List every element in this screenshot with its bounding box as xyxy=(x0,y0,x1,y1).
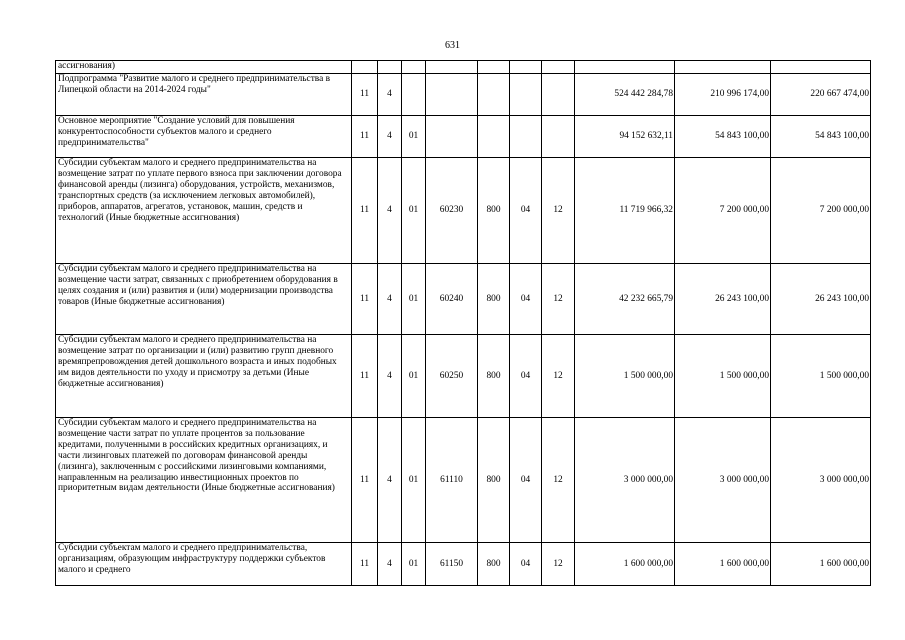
expense-type-cell xyxy=(478,116,510,158)
direction-code-cell xyxy=(426,74,478,116)
row-name-cell: Субсидии субъектам малого и среднего предпринимательства на возмещение затрат по организации и (или) развитию групп дневного времяпрепровождения детей дошкольного возраста и иных подобных им видов деятельности по уходу и присмотру за детьми (Иные бюджетные ассигнования) xyxy=(56,335,352,418)
section-cell: 04 xyxy=(510,158,542,264)
activity-code-cell: 01 xyxy=(402,158,426,264)
amount-year3-cell: 7 200 000,00 xyxy=(771,158,871,264)
amount-year1-cell: 524 442 284,78 xyxy=(575,74,675,116)
budget-table xyxy=(55,60,871,586)
program-code-cell: 11 xyxy=(352,158,378,264)
amount-year3-cell xyxy=(771,61,871,74)
subsection-cell: 12 xyxy=(542,418,575,543)
amount-year1-cell: 94 152 632,11 xyxy=(575,116,675,158)
subprogram-code-cell: 4 xyxy=(378,74,402,116)
amount-year2-cell: 1 500 000,00 xyxy=(675,335,771,418)
subsection-cell xyxy=(542,116,575,158)
section-cell: 04 xyxy=(510,543,542,586)
row-name-cell: Субсидии субъектам малого и среднего предпринимательства на возмещение затрат по уплате первого взноса при заключении договора финансовой аренды (лизинга) оборудования, устройств, механизмов, транспортных средств (за исключением легковых автомобилей), приборов, аппаратов, агрегатов, установок, машин, средств и технологий (Иные бюджетные ассигнования) xyxy=(56,158,352,264)
section-cell xyxy=(510,116,542,158)
activity-code-cell: 01 xyxy=(402,116,426,158)
row-name-cell: Субсидии субъектам малого и среднего предпринимательства на возмещение части затрат, связанных с приобретением оборудования в целях создания и (или) развития и (или) модернизации производства товаров (Иные бюджетные ассигнования) xyxy=(56,264,352,335)
amount-year3-cell: 1 500 000,00 xyxy=(771,335,871,418)
amount-year1-cell: 42 232 665,79 xyxy=(575,264,675,335)
table-row xyxy=(56,335,871,418)
expense-type-cell: 800 xyxy=(478,543,510,586)
subprogram-code-cell: 4 xyxy=(378,418,402,543)
amount-year1-cell: 1 600 000,00 xyxy=(575,543,675,586)
section-cell xyxy=(510,61,542,74)
table-row xyxy=(56,61,871,74)
subsection-cell xyxy=(542,74,575,116)
activity-code-cell: 01 xyxy=(402,335,426,418)
expense-type-cell: 800 xyxy=(478,264,510,335)
amount-year1-cell: 1 500 000,00 xyxy=(575,335,675,418)
direction-code-cell xyxy=(426,61,478,74)
amount-year2-cell: 7 200 000,00 xyxy=(675,158,771,264)
table-row xyxy=(56,74,871,116)
amount-year3-cell: 220 667 474,00 xyxy=(771,74,871,116)
direction-code-cell: 61150 xyxy=(426,543,478,586)
subprogram-code-cell: 4 xyxy=(378,543,402,586)
expense-type-cell: 800 xyxy=(478,158,510,264)
amount-year3-cell: 54 843 100,00 xyxy=(771,116,871,158)
subsection-cell xyxy=(542,61,575,74)
activity-code-cell xyxy=(402,61,426,74)
program-code-cell: 11 xyxy=(352,418,378,543)
subsection-cell: 12 xyxy=(542,543,575,586)
subprogram-code-cell: 4 xyxy=(378,116,402,158)
row-name-cell: Основное мероприятие "Создание условий для повышения конкурентоспособности субъектов малого и среднего предпринимательства" xyxy=(56,116,352,158)
table-row xyxy=(56,418,871,543)
amount-year2-cell: 26 243 100,00 xyxy=(675,264,771,335)
activity-code-cell: 01 xyxy=(402,543,426,586)
subprogram-code-cell: 4 xyxy=(378,158,402,264)
row-name-cell: Подпрограмма "Развитие малого и среднего предпринимательства в Липецкой области на 2014-2024 годы" xyxy=(56,74,352,116)
expense-type-cell xyxy=(478,61,510,74)
amount-year1-cell: 3 000 000,00 xyxy=(575,418,675,543)
program-code-cell: 11 xyxy=(352,116,378,158)
amount-year2-cell: 3 000 000,00 xyxy=(675,418,771,543)
section-cell: 04 xyxy=(510,335,542,418)
table-row xyxy=(56,264,871,335)
table-row xyxy=(56,116,871,158)
direction-code-cell: 60230 xyxy=(426,158,478,264)
direction-code-cell: 60250 xyxy=(426,335,478,418)
expense-type-cell: 800 xyxy=(478,418,510,543)
program-code-cell: 11 xyxy=(352,543,378,586)
activity-code-cell: 01 xyxy=(402,418,426,543)
activity-code-cell: 01 xyxy=(402,264,426,335)
amount-year2-cell: 210 996 174,00 xyxy=(675,74,771,116)
activity-code-cell xyxy=(402,74,426,116)
program-code-cell: 11 xyxy=(352,335,378,418)
amount-year3-cell: 26 243 100,00 xyxy=(771,264,871,335)
subprogram-code-cell: 4 xyxy=(378,264,402,335)
amount-year1-cell: 11 719 966,32 xyxy=(575,158,675,264)
amount-year2-cell: 1 600 000,00 xyxy=(675,543,771,586)
subprogram-code-cell xyxy=(378,61,402,74)
amount-year2-cell: 54 843 100,00 xyxy=(675,116,771,158)
direction-code-cell: 60240 xyxy=(426,264,478,335)
page-number: 631 xyxy=(445,40,460,51)
program-code-cell: 11 xyxy=(352,264,378,335)
section-cell: 04 xyxy=(510,264,542,335)
amount-year3-cell: 1 600 000,00 xyxy=(771,543,871,586)
subsection-cell: 12 xyxy=(542,158,575,264)
row-name-cell: Субсидии субъектам малого и среднего предпринимательства на возмещение части затрат по уплате процентов за пользование кредитами, полученными в российских кредитных организациях, и части лизинговых платежей по договорам финансовой аренды (лизинга), заключенным с российскими лизинговыми компаниями, направленным на реализацию инвестиционных проектов по приоритетным видам деятельности (Иные бюджетные ассигнования) xyxy=(56,418,352,543)
subsection-cell: 12 xyxy=(542,335,575,418)
table-row xyxy=(56,158,871,264)
amount-year2-cell xyxy=(675,61,771,74)
direction-code-cell xyxy=(426,116,478,158)
direction-code-cell: 61110 xyxy=(426,418,478,543)
amount-year1-cell xyxy=(575,61,675,74)
table-row xyxy=(56,543,871,586)
subprogram-code-cell: 4 xyxy=(378,335,402,418)
program-code-cell xyxy=(352,61,378,74)
section-cell: 04 xyxy=(510,418,542,543)
row-name-cell: ассигнования) xyxy=(56,61,352,74)
amount-year3-cell: 3 000 000,00 xyxy=(771,418,871,543)
section-cell xyxy=(510,74,542,116)
program-code-cell: 11 xyxy=(352,74,378,116)
row-name-cell: Субсидии субъектам малого и среднего предпринимательства, организациям, образующим инфраструктуру поддержки субъектов малого и среднего xyxy=(56,543,352,586)
subsection-cell: 12 xyxy=(542,264,575,335)
expense-type-cell xyxy=(478,74,510,116)
expense-type-cell: 800 xyxy=(478,335,510,418)
